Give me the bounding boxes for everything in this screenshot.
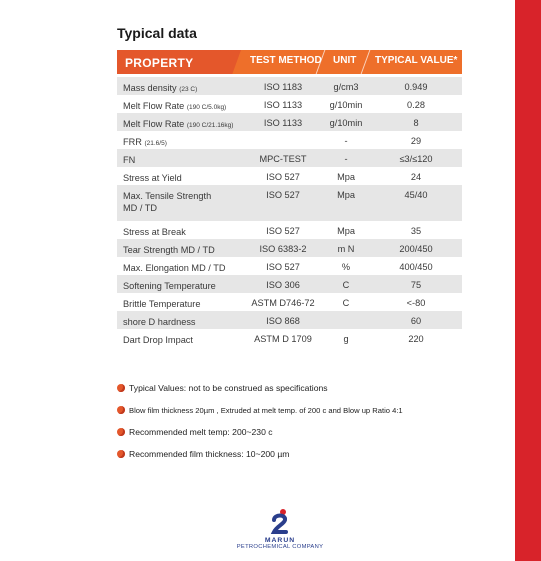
unit-cell: % bbox=[341, 262, 351, 272]
property-name: Mass density bbox=[123, 83, 177, 93]
property-condition: (190 C/21.16kg) bbox=[186, 122, 234, 129]
test-method-cell: ISO 1133 bbox=[263, 100, 303, 110]
note-text: Typical Values: not to be construed as specifications bbox=[129, 383, 328, 393]
table-row bbox=[117, 131, 462, 149]
test-method-cell: ASTM D746-72 bbox=[251, 298, 315, 308]
note-item bbox=[117, 377, 497, 399]
property-name: Stress at Yield bbox=[123, 173, 182, 183]
typical-value-cell: 24 bbox=[410, 172, 422, 182]
test-method-cell: ISO 6383-2 bbox=[259, 244, 307, 254]
typical-value-cell: 220 bbox=[408, 334, 424, 344]
property-name: Brittle Temperature bbox=[123, 299, 201, 309]
table-row bbox=[117, 185, 462, 221]
table-row bbox=[117, 311, 462, 329]
typical-value-cell: 8 bbox=[413, 118, 419, 128]
table-row bbox=[117, 257, 462, 275]
table-row bbox=[117, 275, 462, 293]
test-method-cell: ISO 306 bbox=[266, 280, 300, 290]
side-accent-bar bbox=[515, 0, 541, 561]
bullet-icon bbox=[117, 406, 125, 414]
test-method-cell: ISO 527 bbox=[266, 226, 300, 236]
unit-cell: C bbox=[342, 280, 350, 290]
property-condition: (23 C) bbox=[179, 86, 198, 93]
test-method-cell: ISO 1133 bbox=[263, 118, 303, 128]
note-text: Recommended film thickness: 10~200 µm bbox=[129, 449, 290, 459]
unit-cell: Mpa bbox=[337, 190, 355, 200]
table-header bbox=[117, 50, 462, 74]
property-cell bbox=[123, 190, 223, 214]
table-row bbox=[117, 221, 462, 239]
bullet-icon bbox=[117, 428, 125, 436]
property-name: Melt Flow Rate bbox=[123, 101, 185, 111]
typical-value-cell: 0.949 bbox=[404, 82, 428, 92]
typical-value-cell: 35 bbox=[410, 226, 422, 236]
property-name: Dart Drop Impact bbox=[123, 335, 193, 345]
table-row bbox=[117, 95, 462, 113]
test-method-cell: ISO 1183 bbox=[263, 82, 303, 92]
table-row bbox=[117, 113, 462, 131]
typical-value-cell: 0.28 bbox=[407, 100, 425, 110]
properties-table bbox=[117, 77, 462, 347]
property-name: Max. Elongation MD / TD bbox=[123, 263, 226, 273]
header-unit: UNIT bbox=[333, 55, 357, 66]
test-method-cell: ASTM D 1709 bbox=[254, 334, 312, 344]
unit-cell: - bbox=[344, 154, 348, 164]
note-text: Blow film thickness 20µm , Extruded at melt temp. of 200 c and Blow up Ratio 4:1 bbox=[129, 405, 403, 415]
unit-cell: g/10min bbox=[329, 100, 363, 110]
property-name: Melt Flow Rate bbox=[123, 119, 185, 129]
table-row bbox=[117, 329, 462, 347]
typical-value-cell: ≤3/≤120 bbox=[399, 154, 433, 164]
table-row bbox=[117, 239, 462, 257]
unit-cell: g/cm3 bbox=[333, 82, 359, 92]
property-name: Softening Temperature bbox=[123, 281, 216, 291]
unit-cell: Mpa bbox=[337, 172, 355, 182]
typical-value-cell: 29 bbox=[410, 136, 422, 146]
property-name: Max. Tensile Strength MD / TD bbox=[123, 191, 212, 213]
unit-cell: m N bbox=[337, 244, 355, 254]
typical-value-cell: 400/450 bbox=[399, 262, 433, 272]
property-name: shore D hardness bbox=[123, 317, 196, 327]
unit-cell: - bbox=[344, 136, 348, 146]
section-title: Typical data bbox=[117, 25, 197, 41]
bullet-icon bbox=[117, 450, 125, 458]
unit-cell: g/10min bbox=[329, 118, 363, 128]
property-name: FN bbox=[123, 155, 136, 165]
test-method-cell: ISO 868 bbox=[266, 316, 300, 326]
property-condition: (190 C/5.0kg) bbox=[186, 104, 227, 111]
table-row bbox=[117, 149, 462, 167]
header-property: PROPERTY bbox=[125, 56, 194, 70]
logo-subtitle: PETROCHEMICAL COMPANY bbox=[236, 544, 324, 550]
typical-value-cell: 200/450 bbox=[399, 244, 433, 254]
note-item bbox=[117, 421, 497, 443]
unit-cell: Mpa bbox=[337, 226, 355, 236]
property-name: Tear Strength MD / TD bbox=[123, 245, 215, 255]
property-name: Stress at Break bbox=[123, 227, 186, 237]
typical-value-cell: 75 bbox=[410, 280, 422, 290]
notes-list bbox=[117, 377, 497, 465]
test-method-cell: MPC-TEST bbox=[259, 154, 307, 164]
marun-logo-icon bbox=[269, 508, 291, 536]
note-item bbox=[117, 443, 497, 465]
table-row bbox=[117, 77, 462, 95]
test-method-cell: ISO 527 bbox=[266, 190, 300, 200]
bullet-icon bbox=[117, 384, 125, 392]
header-test-method: TEST METHOD bbox=[250, 55, 322, 66]
logo-name: MARUN bbox=[264, 537, 296, 544]
header-divider bbox=[361, 50, 371, 74]
typical-value-cell: 60 bbox=[410, 316, 422, 326]
header-typical-value: TYPICAL VALUE* bbox=[375, 55, 458, 66]
test-method-cell: ISO 527 bbox=[266, 262, 300, 272]
note-item bbox=[117, 399, 497, 421]
table-row bbox=[117, 167, 462, 185]
note-text: Recommended melt temp: 200~230 c bbox=[129, 427, 273, 437]
typical-value-cell: 45/40 bbox=[404, 190, 428, 200]
company-logo bbox=[220, 508, 340, 550]
unit-cell: g bbox=[343, 334, 349, 344]
typical-value-cell: <-80 bbox=[406, 298, 426, 308]
table-row bbox=[117, 293, 462, 311]
property-cell bbox=[123, 136, 263, 150]
property-condition: (21.6/5) bbox=[144, 140, 167, 147]
property-name: FRR bbox=[123, 137, 142, 147]
unit-cell: C bbox=[342, 298, 350, 308]
test-method-cell: ISO 527 bbox=[266, 172, 300, 182]
